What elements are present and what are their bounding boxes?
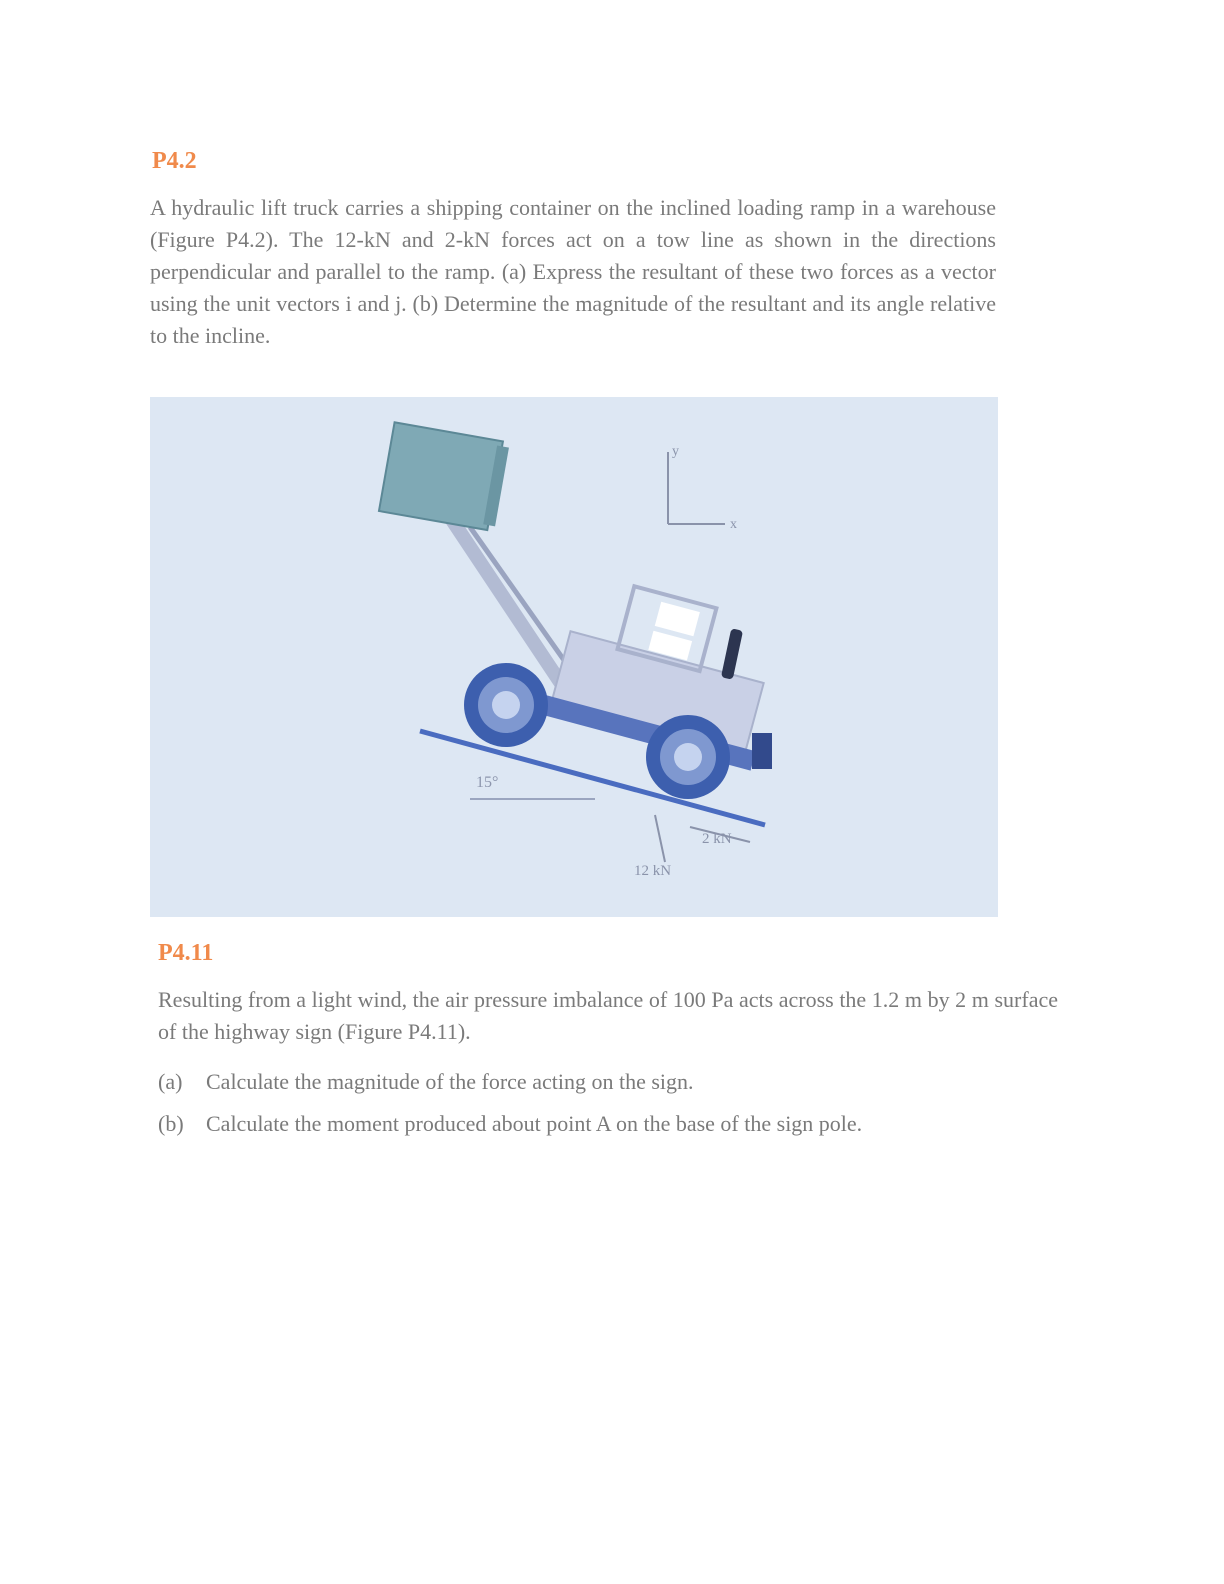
problem-label: P4.2: [152, 148, 197, 174]
y-axis-label: y: [672, 444, 679, 459]
force-label-parallel: 2 kN: [702, 831, 732, 847]
problem-statement: Resulting from a light wind, the air pressure imbalance of 100 Pa acts across the 1.2 m by 2 m surface of the highway sign (Figure P4.11).: [158, 987, 1058, 1044]
force-label-perpendicular: 12 kN: [634, 863, 672, 879]
list-text: Calculate the moment produced about point A on the base of the sign pole.: [206, 1111, 863, 1136]
shipping-container: [379, 422, 510, 531]
lift-truck-diagram: [150, 397, 998, 917]
list-marker: (a): [158, 1069, 183, 1094]
x-axis-label: x: [730, 517, 737, 532]
list-text: Calculate the magnitude of the force acting on the sign.: [206, 1069, 694, 1094]
front-wheel: [464, 663, 548, 747]
rear-wheel: [646, 715, 730, 799]
problem-statement: A hydraulic lift truck carries a shipping container on the inclined loading ramp in a warehouse (Figure P4.2). The 12-kN and 2-kN forces act on a tow line as shown in the directions perpendicular and parallel to the ramp. (a) Express the resultant of these two forces as a vector using the unit vectors i and j. (b) Determine the magnitude of the resultant and its angle relative to the incline.: [150, 195, 996, 348]
list-marker: (b): [158, 1111, 184, 1136]
force-arrow-perpendicular: [655, 815, 665, 862]
list-item: [158, 1066, 1018, 1098]
figure-lift-truck: [150, 397, 998, 917]
exhaust-stack: [721, 628, 743, 679]
problem-parts-list: [158, 1066, 1018, 1150]
problem-label: P4.11: [158, 940, 214, 966]
list-item: [158, 1108, 1018, 1140]
rear-bumper: [752, 733, 772, 769]
angle-label: 15°: [476, 774, 499, 791]
